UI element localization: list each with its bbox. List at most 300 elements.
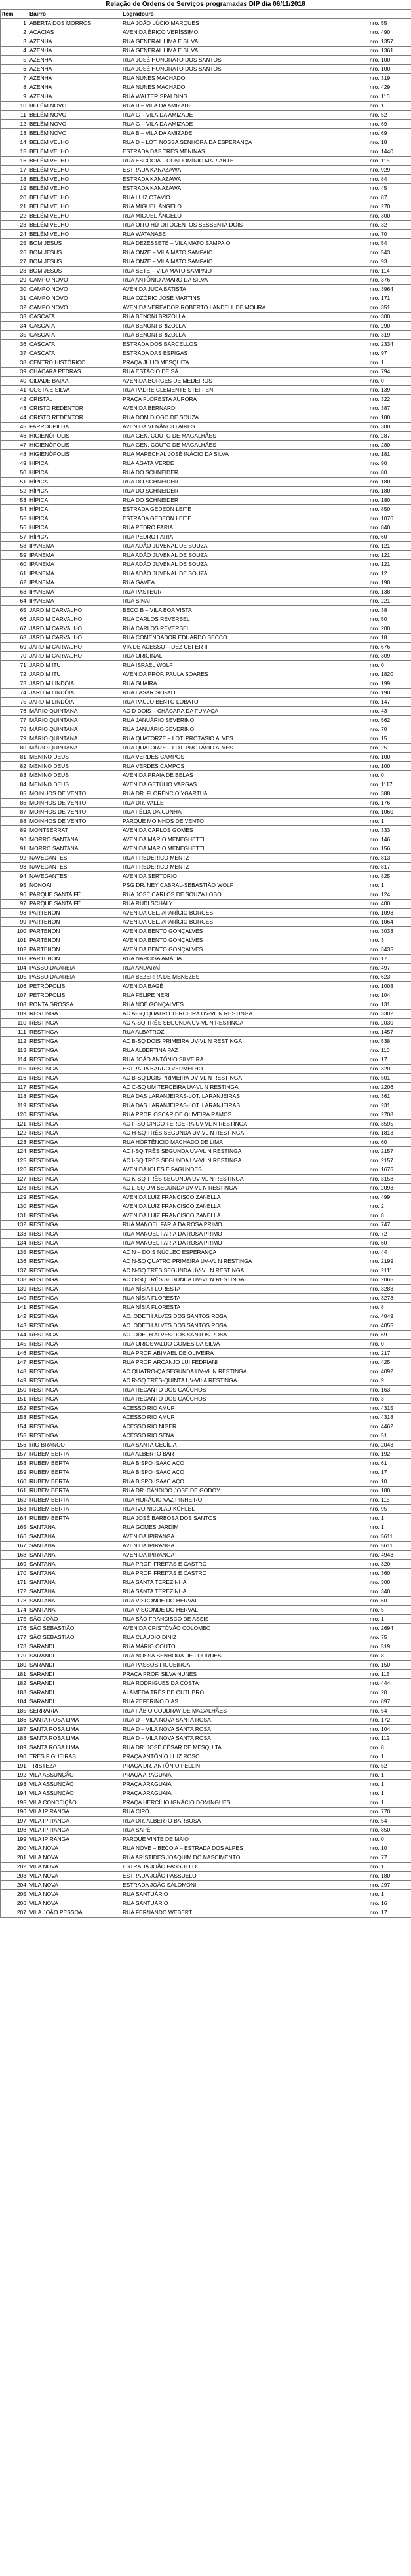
cell-bairro: HIGIENÓPOLIS (28, 450, 121, 459)
table-row (1, 569, 411, 578)
cell-logradouro: RUA IVO NICOLAU KÜHLEL (121, 1505, 368, 1514)
table-row (1, 1110, 411, 1120)
cell-numero: nro. 300 (368, 212, 411, 221)
cell-logradouro: RUA ADÃO JUVENAL DE SOUZA (121, 551, 368, 560)
table-row (1, 707, 411, 716)
cell-bairro: RESTINGA (28, 1285, 121, 1294)
table-row (1, 578, 411, 588)
cell-numero: nro. 1 (368, 1752, 411, 1762)
cell-item: 129 (1, 1193, 28, 1202)
cell-logradouro: PRAÇA HERCÍLIO IGNÁCIO DOMINGUES (121, 1798, 368, 1808)
cell-bairro: SANTANA (28, 1587, 121, 1597)
cell-logradouro: RUA OZÓRIO JOSÉ MARTINS (121, 294, 368, 303)
cell-bairro: PARTENON (28, 927, 121, 936)
cell-item: 181 (1, 1670, 28, 1679)
table-row (1, 1459, 411, 1468)
cell-item: 115 (1, 1065, 28, 1074)
cell-bairro: PARTENON (28, 918, 121, 927)
cell-bairro: RESTINGA (28, 1248, 121, 1257)
cell-logradouro: RUA ANTÔNIO AMARO DA SILVA (121, 276, 368, 285)
cell-bairro: RESTINGA (28, 1202, 121, 1211)
cell-numero: nro. 199 (368, 679, 411, 689)
cell-item: 155 (1, 1431, 28, 1441)
table-row (1, 496, 411, 505)
cell-logradouro: RUA DAS LARANJEIRAS-LOT. LARANJEIRAS (121, 1101, 368, 1110)
cell-bairro: CAMPO NOVO (28, 285, 121, 294)
table-row (1, 1129, 411, 1138)
table-row (1, 1321, 411, 1331)
table-row (1, 1642, 411, 1652)
table-row (1, 184, 411, 193)
cell-bairro: RESTINGA (28, 1413, 121, 1422)
table-row (1, 1908, 411, 1918)
cell-numero: nro. 2065 (368, 1276, 411, 1285)
table-row (1, 872, 411, 881)
cell-item: 119 (1, 1101, 28, 1110)
cell-bairro: RESTINGA (28, 1404, 121, 1413)
cell-logradouro: RUA BENONI BRIZOLLA (121, 313, 368, 322)
cell-bairro: MÁRIO QUINTANA (28, 744, 121, 753)
cell-item: 198 (1, 1826, 28, 1835)
cell-item: 103 (1, 955, 28, 964)
cell-logradouro: AVENIDA LUIZ FRANCISCO ZANELLA (121, 1193, 368, 1202)
cell-logradouro: PARQUE MOINHOS DE VENTO (121, 817, 368, 826)
cell-logradouro: RUA ANDARAÍ (121, 964, 368, 973)
cell-numero: nro. 112 (368, 1734, 411, 1743)
cell-bairro: IPANEMA (28, 578, 121, 588)
cell-item: 37 (1, 349, 28, 358)
table-row (1, 1312, 411, 1321)
cell-bairro: VILA JOÃO PESSOA (28, 1908, 121, 1918)
cell-item: 205 (1, 1890, 28, 1899)
cell-numero: nro. 69 (368, 129, 411, 138)
table-row (1, 166, 411, 175)
cell-logradouro: AC D DOIS – CHÁCARA DA FUMAÇA (121, 707, 368, 716)
cell-item: 99 (1, 918, 28, 927)
table-row (1, 881, 411, 890)
cell-numero: nro. 1 (368, 1789, 411, 1798)
cell-logradouro: RUA BENONI BRIZOLLA (121, 322, 368, 331)
table-row (1, 83, 411, 92)
cell-bairro: IPANEMA (28, 569, 121, 578)
cell-logradouro: RUA PROF. OSCAR DE OLIVEIRA RAMOS (121, 1110, 368, 1120)
cell-bairro: NONOAI (28, 881, 121, 890)
cell-logradouro: RUA MÁRIO COUTO (121, 1642, 368, 1652)
cell-logradouro: RUA PAULO BENTO LOBATO (121, 698, 368, 707)
cell-item: 105 (1, 973, 28, 982)
cell-bairro: PARTENON (28, 955, 121, 964)
cell-bairro: BELÉM NOVO (28, 120, 121, 129)
table-row (1, 1752, 411, 1762)
cell-bairro: RESTINGA (28, 1340, 121, 1349)
cell-logradouro: RUA PASTEUR (121, 588, 368, 597)
cell-bairro: PONTA GROSSA (28, 1000, 121, 1010)
cell-item: 65 (1, 606, 28, 615)
cell-numero: nro. 121 (368, 551, 411, 560)
table-row (1, 1808, 411, 1817)
cell-logradouro: RUA ÁGATA VERDE (121, 459, 368, 468)
cell-bairro: RESTINGA (28, 1074, 121, 1083)
cell-numero: nro. 429 (368, 83, 411, 92)
cell-logradouro: RUA SINAI (121, 597, 368, 606)
cell-logradouro: RUA NÍSIA FLORESTA (121, 1303, 368, 1312)
cell-logradouro: RUA JOSÉ HONORATO DOS SANTOS (121, 65, 368, 74)
cell-numero: nro. 44 (368, 1248, 411, 1257)
cell-logradouro: AC. ODETH ALVES DOS SANTOS ROSA (121, 1331, 368, 1340)
cell-numero: nro. 3033 (368, 927, 411, 936)
cell-numero: nro. 2334 (368, 340, 411, 349)
cell-logradouro: RUA FERNANDO WEBERT (121, 1908, 368, 1918)
cell-logradouro: ACESSO RIO NIGER (121, 1422, 368, 1431)
cell-logradouro: AVENIDA SERTÓRIO (121, 872, 368, 881)
table-row (1, 276, 411, 285)
cell-bairro: RESTINGA (28, 1276, 121, 1285)
cell-item: 5 (1, 56, 28, 65)
cell-logradouro: RUA PEDRO FARIA (121, 523, 368, 533)
cell-numero: nro. 80 (368, 468, 411, 478)
table-row (1, 368, 411, 377)
cell-numero: nro. 3 (368, 936, 411, 945)
cell-logradouro: AC B-SQ DOIS PRIMEIRA UV-VL N RESTINGA (121, 1074, 368, 1083)
cell-logradouro: AVENIDA VEREADOR ROBERTO LANDELL DE MOURA (121, 303, 368, 313)
cell-logradouro: RUA G – VILA DA AMIZADE (121, 120, 368, 129)
cell-bairro: PARTENON (28, 909, 121, 918)
cell-numero: nro. 115 (368, 157, 411, 166)
cell-logradouro: RUA G – VILA DA AMIZADE (121, 111, 368, 120)
table-row (1, 1413, 411, 1422)
cell-bairro: RESTINGA (28, 1294, 121, 1303)
cell-item: 20 (1, 193, 28, 202)
cell-item: 90 (1, 835, 28, 844)
cell-bairro: VILA NOVA (28, 1853, 121, 1863)
table-row (1, 689, 411, 698)
table-row (1, 945, 411, 955)
cell-logradouro: RUA CLÁUDIO DINIZ (121, 1633, 368, 1642)
cell-logradouro: RUA GENERAL LIMA E SILVA (121, 37, 368, 47)
cell-item: 131 (1, 1211, 28, 1221)
cell-item: 183 (1, 1688, 28, 1697)
cell-logradouro: AVENIDA JUCA BATISTA (121, 285, 368, 294)
table-row (1, 1597, 411, 1606)
cell-bairro: VILA IPIRANGA (28, 1808, 121, 1817)
cell-item: 159 (1, 1468, 28, 1477)
cell-item: 89 (1, 826, 28, 835)
cell-numero: nro. 2093 (368, 1184, 411, 1193)
cell-numero: nro. 499 (368, 1193, 411, 1202)
table-row (1, 1266, 411, 1276)
cell-logradouro: AC O-SQ TRÊS SEGUNDA UV-VL N RESTINGA (121, 1276, 368, 1285)
cell-item: 113 (1, 1046, 28, 1055)
table-row (1, 157, 411, 166)
cell-bairro: PARQUE SANTA FÉ (28, 890, 121, 900)
cell-bairro: VILA NOVA (28, 1899, 121, 1908)
cell-bairro: NAVEGANTES (28, 872, 121, 881)
cell-item: 178 (1, 1642, 28, 1652)
cell-bairro: MENINO DEUS (28, 771, 121, 780)
table-row (1, 1083, 411, 1092)
table-row (1, 1881, 411, 1890)
table-row (1, 523, 411, 533)
cell-numero: nro. 4315 (368, 1404, 411, 1413)
cell-logradouro: AVENIDA MARIO MENEGHETTI (121, 835, 368, 844)
cell-bairro: MENINO DEUS (28, 780, 121, 789)
cell-numero: nro. 340 (368, 1587, 411, 1597)
cell-item: 147 (1, 1358, 28, 1367)
table-row (1, 1578, 411, 1587)
cell-item: 124 (1, 1147, 28, 1156)
table-row (1, 1404, 411, 1413)
cell-numero: nro. 3 (368, 1395, 411, 1404)
cell-logradouro: RUA MIGUEL ÂNGELO (121, 212, 368, 221)
cell-bairro: VILA CONCEIÇÃO (28, 1798, 121, 1808)
cell-bairro: AZENHA (28, 92, 121, 102)
cell-item: 71 (1, 661, 28, 670)
cell-bairro: AZENHA (28, 56, 121, 65)
cell-logradouro: AC I-SQ TRÊS SEGUNDA UV-VL N RESTINGA (121, 1147, 368, 1156)
cell-logradouro: RUA ZEFERINO DIAS (121, 1697, 368, 1707)
cell-numero: nro. 18 (368, 138, 411, 147)
cell-logradouro: RUA SANTUÁRIO (121, 1899, 368, 1908)
cell-numero: nro. 12 (368, 569, 411, 578)
cell-item: 39 (1, 368, 28, 377)
cell-numero: nro. 270 (368, 202, 411, 212)
table-row (1, 239, 411, 248)
cell-item: 202 (1, 1863, 28, 1872)
cell-item: 7 (1, 74, 28, 83)
cell-bairro: VILA NOVA (28, 1881, 121, 1890)
cell-bairro: TRISTEZA (28, 1762, 121, 1771)
cell-bairro: IPANEMA (28, 588, 121, 597)
table-row (1, 1074, 411, 1083)
cell-logradouro: RUA GOMES JARDIM (121, 1523, 368, 1532)
cell-numero: nro. 2157 (368, 1156, 411, 1165)
cell-bairro: AZENHA (28, 65, 121, 74)
cell-logradouro: RUA SANTA TEREZINHA (121, 1587, 368, 1597)
cell-numero: nro. 351 (368, 303, 411, 313)
table-row (1, 560, 411, 569)
cell-logradouro: RUA JOSÉ HONORATO DOS SANTOS (121, 56, 368, 65)
cell-item: 16 (1, 157, 28, 166)
table-row (1, 331, 411, 340)
cell-numero: nro. 309 (368, 652, 411, 661)
cell-item: 114 (1, 1055, 28, 1065)
cell-logradouro: RUA NOSSA SENHORA DE LOURDES (121, 1652, 368, 1661)
table-row (1, 1395, 411, 1404)
cell-numero: nro. 8 (368, 1652, 411, 1661)
table-row (1, 1606, 411, 1615)
cell-bairro: SÃO SEBASTIÃO (28, 1633, 121, 1642)
cell-logradouro: PRAÇA ARAGUAIA (121, 1771, 368, 1780)
table-row (1, 854, 411, 863)
cell-item: 203 (1, 1872, 28, 1881)
cell-numero: nro. 190 (368, 578, 411, 588)
cell-bairro: VILA NOVA (28, 1863, 121, 1872)
cell-bairro: SERRARIA (28, 1707, 121, 1716)
table-row (1, 789, 411, 799)
cell-item: 33 (1, 313, 28, 322)
table-row (1, 716, 411, 725)
table-row (1, 1487, 411, 1496)
cell-item: 9 (1, 92, 28, 102)
cell-logradouro: RUA DOM DIOGO DE SOUZA (121, 413, 368, 423)
cell-numero: nro. 9 (368, 1376, 411, 1386)
cell-bairro: RESTINGA (28, 1349, 121, 1358)
cell-item: 53 (1, 496, 28, 505)
cell-item: 197 (1, 1817, 28, 1826)
table-row (1, 1367, 411, 1376)
cell-bairro: PARTENON (28, 936, 121, 945)
table-row (1, 202, 411, 212)
cell-bairro: BELÉM VELHO (28, 138, 121, 147)
cell-bairro: BOM JESUS (28, 248, 121, 257)
cell-numero: nro. 543 (368, 248, 411, 257)
cell-numero: nro. 1093 (368, 909, 411, 918)
cell-bairro: VILA NOVA (28, 1872, 121, 1881)
cell-numero: nro. 10 (368, 1477, 411, 1487)
cell-item: 67 (1, 624, 28, 634)
cell-numero: nro. 45 (368, 184, 411, 193)
cell-bairro: SARANDI (28, 1679, 121, 1688)
table-row (1, 230, 411, 239)
cell-logradouro: RUA GEN. COUTO DE MAGALHÃES (121, 432, 368, 441)
cell-logradouro: RUA ADÃO JUVENAL DE SOUZA (121, 569, 368, 578)
cell-item: 70 (1, 652, 28, 661)
cell-numero: nro. 813 (368, 854, 411, 863)
cell-bairro: MONTSERRAT (28, 826, 121, 835)
cell-bairro: MÁRIO QUINTANA (28, 734, 121, 744)
cell-bairro: MENINO DEUS (28, 753, 121, 762)
cell-item: 118 (1, 1092, 28, 1101)
table-row (1, 1092, 411, 1101)
cell-logradouro: AC B-SQ DOIS PRIMEIRA UV-VL N RESTINGA (121, 1037, 368, 1046)
table-row (1, 175, 411, 184)
cell-item: 97 (1, 900, 28, 909)
cell-numero: nro. 1060 (368, 808, 411, 817)
cell-bairro: RUBEM BERTA (28, 1514, 121, 1523)
cell-bairro: MÁRIO QUINTANA (28, 716, 121, 725)
cell-numero: nro. 180 (368, 1872, 411, 1881)
cell-bairro: RUBEM BERTA (28, 1450, 121, 1459)
cell-numero: nro. 1 (368, 102, 411, 111)
table-row (1, 129, 411, 138)
cell-numero: nro. 55 (368, 19, 411, 28)
cell-item: 56 (1, 523, 28, 533)
cell-bairro: BELÉM VELHO (28, 147, 121, 157)
cell-numero: nro. 70 (368, 230, 411, 239)
cell-numero: nro. 115 (368, 1670, 411, 1679)
cell-logradouro: RUA BISPO ISAAC AÇO (121, 1468, 368, 1477)
cell-numero: nro. 54 (368, 239, 411, 248)
cell-item: 152 (1, 1404, 28, 1413)
cell-numero: nro. 139 (368, 386, 411, 395)
cell-logradouro: RUA NUNES MACHADO (121, 83, 368, 92)
cell-numero: nro. 388 (368, 789, 411, 799)
table-row (1, 377, 411, 386)
cell-logradouro: AVENIDA CRISTÓVÃO COLOMBO (121, 1624, 368, 1633)
cell-numero: nro. 1 (368, 1523, 411, 1532)
table-row (1, 991, 411, 1000)
table-row (1, 1211, 411, 1221)
table-row (1, 1514, 411, 1523)
cell-item: 6 (1, 65, 28, 74)
table-row (1, 404, 411, 413)
cell-item: 60 (1, 560, 28, 569)
table-row (1, 1276, 411, 1285)
cell-item: 161 (1, 1487, 28, 1496)
cell-bairro: HÍPICA (28, 505, 121, 514)
cell-item: 29 (1, 276, 28, 285)
table-row (1, 679, 411, 689)
cell-bairro: BOM JESUS (28, 239, 121, 248)
cell-item: 151 (1, 1395, 28, 1404)
table-row (1, 1138, 411, 1147)
cell-logradouro: AVENIDA CEL. APARÍCIO BORGES (121, 909, 368, 918)
cell-bairro: BELÉM VELHO (28, 230, 121, 239)
cell-bairro: RESTINGA (28, 1386, 121, 1395)
cell-bairro: JARDIM CARVALHO (28, 606, 121, 615)
cell-bairro: HÍPICA (28, 514, 121, 523)
cell-logradouro: RUA VISCONDE DO HERVAL (121, 1606, 368, 1615)
table-row (1, 28, 411, 37)
cell-bairro: RESTINGA (28, 1175, 121, 1184)
table-row (1, 1661, 411, 1670)
cell-bairro: HIGIENÓPOLIS (28, 441, 121, 450)
table-row (1, 1147, 411, 1156)
cell-numero: nro. 501 (368, 1074, 411, 1083)
cell-item: 87 (1, 808, 28, 817)
cell-logradouro: RUA ONZE – VILA MATO SAMPAIO (121, 257, 368, 267)
header-logradouro: Logradouro (121, 10, 368, 19)
cell-logradouro: RUA MANOEL FARIA DA ROSA PRIMO (121, 1221, 368, 1230)
cell-item: 145 (1, 1340, 28, 1349)
cell-bairro: BELÉM VELHO (28, 202, 121, 212)
cell-item: 182 (1, 1679, 28, 1688)
cell-numero: nro. 3283 (368, 1285, 411, 1294)
cell-item: 41 (1, 386, 28, 395)
cell-item: 104 (1, 964, 28, 973)
cell-numero: nro. 1 (368, 817, 411, 826)
cell-bairro: AZENHA (28, 37, 121, 47)
table-row (1, 753, 411, 762)
cell-logradouro: RUA ESCÓCIA – CONDOMÍNIO MARIANTE (121, 157, 368, 166)
cell-logradouro: RUA ADÃO JUVENAL DE SOUZA (121, 560, 368, 569)
cell-item: 88 (1, 817, 28, 826)
table-row (1, 1551, 411, 1560)
cell-logradouro: RUA GUAÍRA (121, 679, 368, 689)
cell-item: 3 (1, 37, 28, 47)
cell-bairro: CASCATA (28, 322, 121, 331)
table-row (1, 1789, 411, 1798)
cell-bairro: RESTINGA (28, 1358, 121, 1367)
cell-numero: nro. 1 (368, 1798, 411, 1808)
cell-logradouro: RUA B – VILA DA AMIZADE (121, 102, 368, 111)
cell-logradouro: AC C-SQ UM TERCEIRA UV-VL N RESTINGA (121, 1083, 368, 1092)
cell-item: 177 (1, 1633, 28, 1642)
cell-item: 76 (1, 707, 28, 716)
cell-numero: nro. 0 (368, 1340, 411, 1349)
cell-numero: nro. 280 (368, 441, 411, 450)
cell-bairro: CIDADE BAIXA (28, 377, 121, 386)
cell-numero: nro. 840 (368, 523, 411, 533)
cell-bairro: FARROUPILHA (28, 423, 121, 432)
cell-logradouro: RUA SETE – VILA MATO SAMPAIO (121, 267, 368, 276)
cell-numero: nro. 156 (368, 844, 411, 854)
cell-numero: nro. 180 (368, 1487, 411, 1496)
table-row (1, 1615, 411, 1624)
cell-bairro: RESTINGA (28, 1321, 121, 1331)
table-row (1, 835, 411, 844)
cell-numero: nro. 69 (368, 1331, 411, 1340)
